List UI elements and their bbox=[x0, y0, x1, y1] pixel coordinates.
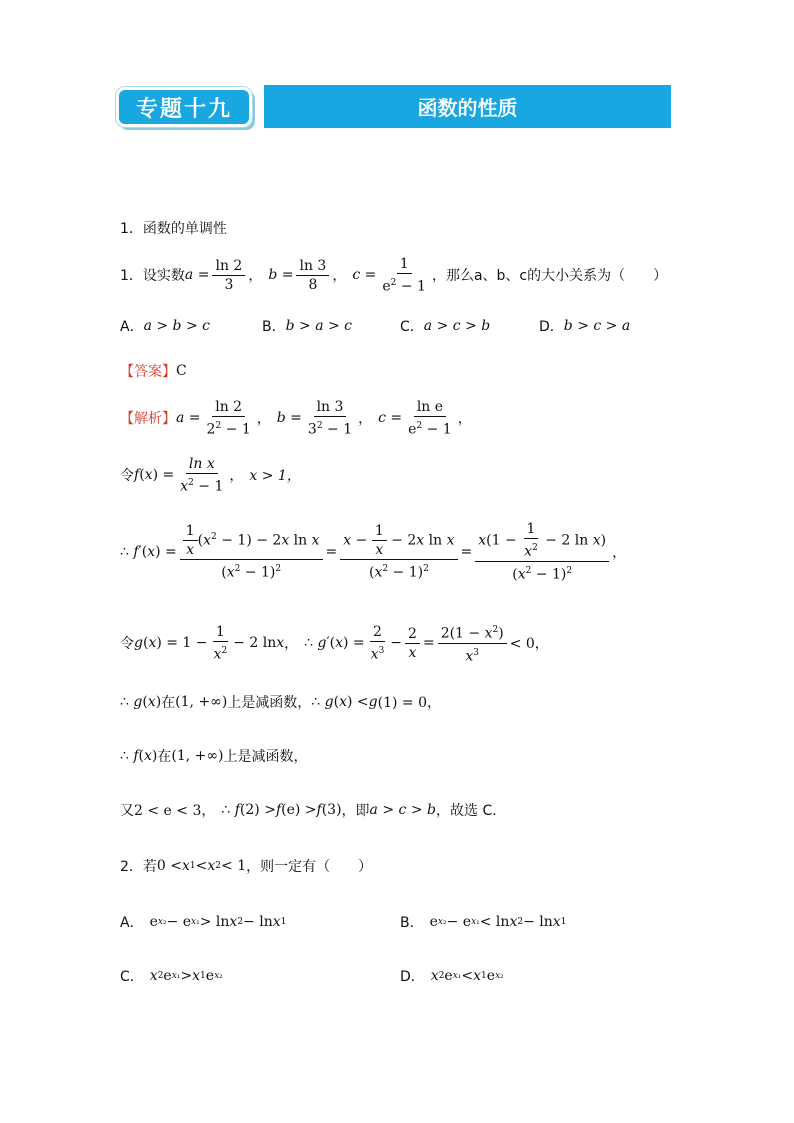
q2-option-b: B． e x₂ − e x₁ < ln x 2 − ln x 1 bbox=[400, 914, 567, 931]
q1-option-d: D． b > c > a bbox=[539, 318, 631, 335]
topic-badge: 专题十九 bbox=[116, 87, 252, 127]
q1-option-a: A． a > b > c bbox=[120, 318, 210, 335]
answer-value: C bbox=[176, 363, 187, 379]
q2-option-d: D． x 2 e x₁ < x 1 e x₂ bbox=[400, 968, 504, 985]
analysis-line-7: 又 2 < e < 3， ∴ f (2) > f (e) > f (3) ，即 a > c > b ，故选 C. bbox=[120, 802, 497, 819]
q1-c-fraction: $\frac{1}{e^2 - 1}$ bbox=[382, 256, 426, 295]
q1-b-fraction: $\frac{\ln 3}{8}$ bbox=[296, 258, 329, 293]
q1-suffix: ，那么a、b、c的大小关系为（ ） bbox=[431, 268, 668, 285]
answer-tag: 【答案】 bbox=[120, 364, 176, 380]
answer-line bbox=[120, 361, 187, 381]
analysis-line-2: 令 f ( x ) = $\frac{\text{ln x}}{x^2 - 1}$ ， x > 1， bbox=[120, 456, 301, 495]
question-1: 1． 设实数 a = $\frac{\ln 2}{3}$ ， b = $\frac{\ln 3}{8}$ ， c = $\frac{1}{e^2 - 1}$ ，那么a、b、c的大小关系为（ ） bbox=[120, 256, 668, 295]
section-heading: 1．函数的单调性 bbox=[120, 221, 227, 237]
q1-number: 1． bbox=[120, 268, 143, 285]
analysis-line-1: 【解析】 a = $\frac{\ln 2}{2^2 - 1}$ ， b = $\frac{\ln 3}{3^2 - 1}$ ， c = $\frac{\text{ln e}}{e^2 - 1}$ ， bbox=[120, 399, 472, 438]
q1-prefix: 设实数 bbox=[142, 268, 185, 285]
analysis-tag: 【解析】 bbox=[120, 411, 176, 428]
q1-option-b: B． b > a > c bbox=[262, 318, 353, 335]
analysis-line-6: ∴ f ( x ) 在 (1, +∞) 上是减函数， bbox=[120, 748, 308, 765]
analysis-line-3: ∴ f ′( x ) = $\frac{1}{x}$ $(x^2 - 1) - 2x$ ln x $(x^2 - 1)^2$ = x − $\frac{1}{x}$ − 2x ln x $(x^2 - 1)^2$ = x(1 − $\frac{1}{x^2}$ − 2 ln x) $(x^2 - 1)^2$ ， bbox=[120, 521, 627, 583]
analysis-line-4: 令 g ( x ) = 1 − $\frac{1}{x^2}$ − 2 ln x ， ∴ g ′( x ) = $\frac{2}{x^3}$ − $\frac{2}{x}$ = $\frac{2(1 - x^2)}{x^3}$ < 0， bbox=[120, 623, 549, 665]
q1-option-c: C． a > c > b bbox=[400, 318, 491, 335]
question-2: 2． 若 0 < x 1 < x 2 < 1 ，则一定有（ ） bbox=[120, 858, 373, 875]
analysis-line-5: ∴ g ( x ) 在 (1, +∞) 上是减函数， ∴ g ( x ) < g (1) = 0， bbox=[120, 694, 441, 711]
q2-option-c: C． x 2 e x₁ > x 1 e x₂ bbox=[120, 968, 223, 985]
topic-title: 函数的性质 bbox=[264, 85, 671, 128]
q1-a-fraction: $\frac{\ln 2}{3}$ bbox=[212, 258, 245, 293]
q2-option-a: A． e x₂ − e x₁ > ln x 2 − ln x 1 bbox=[120, 914, 287, 931]
